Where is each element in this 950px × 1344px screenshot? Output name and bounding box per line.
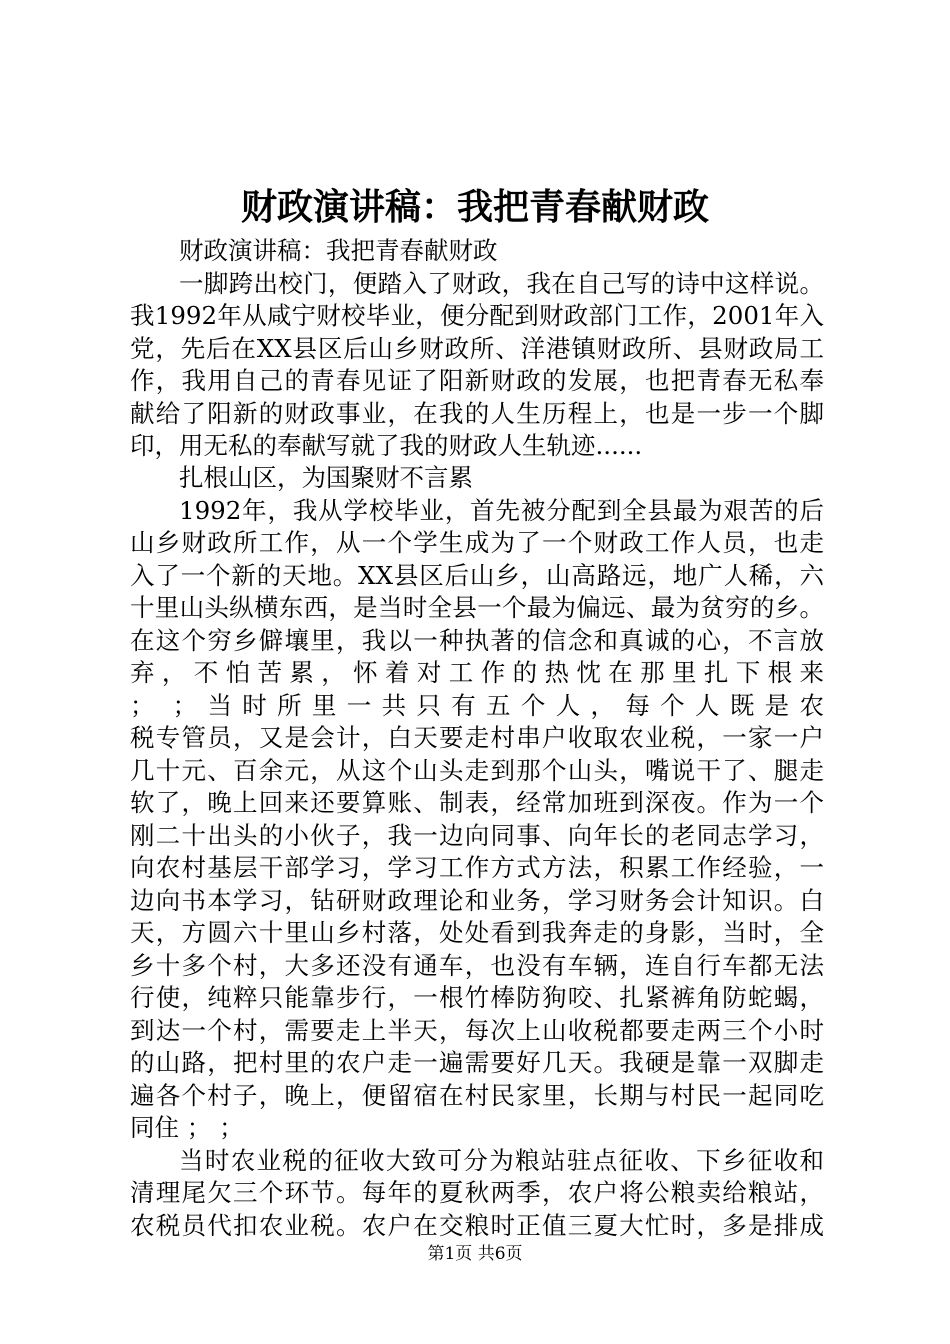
text-line-6: 献给了阳新的财政事业，在我的人生历程上，也是一步一个脚 [130, 399, 824, 428]
text-line-8: 扎根山区，为国聚财不言累 [179, 463, 473, 492]
text-line-2: 一脚跨出校门，便踏入了财政，我在自己写的诗中这样说。 [179, 269, 824, 298]
text-line-25: 到达一个村，需要走上半天，每次上山收税都要走两三个小时 [130, 1016, 824, 1045]
text-line-29: 当时农业税的征收大致可分为粮站驻点征收、下乡征收和 [179, 1146, 824, 1175]
text-line-17: 几十元、百余元，从这个山头走到那个山头，嘴说干了、腿走 [130, 756, 824, 785]
text-line-28: 同住 ； ； [130, 1113, 244, 1142]
text-line-19: 刚二十出头的小伙子，我一边向同事、向年长的老同志学习， [130, 821, 824, 850]
text-line-5: 作，我用自己的青春见证了阳新财政的发展，也把青春无私奉 [130, 366, 824, 395]
text-line-20: 向农村基层干部学习，学习工作方式方法，积累工作经验，一 [130, 853, 824, 882]
text-line-23: 乡十多个村，大多还没有通车，也没有车辆，连自行车都无法 [130, 951, 824, 980]
text-line-18: 软了，晚上回来还要算账、制表，经常加班到深夜。作为一个 [130, 788, 824, 817]
text-line-27: 遍各个村子，晚上，便留宿在村民家里，长期与村民一起同吃 [130, 1081, 824, 1110]
text-line-22: 天，方圆六十里山乡村落，处处看到我奔走的身影，当时，全 [130, 918, 824, 947]
text-line-9: 1992年，我从学校毕业，首先被分配到全县最为艰苦的后 [179, 496, 824, 525]
text-line-15: ； ；当时所里一共只有五个人，每个人既是农 [130, 691, 824, 720]
text-line-13: 在这个穷乡僻壤里，我以一种执著的信念和真诚的心，不言放 [130, 626, 824, 655]
text-line-1: 财政演讲稿：我把青春献财政 [179, 236, 498, 265]
text-line-24: 行使，纯粹只能靠步行，一根竹棒防狗咬、扎紧裤角防蛇蝎， [130, 983, 824, 1012]
text-line-26: 的山路，把村里的农户走一遍需要好几天。我硬是靠一双脚走 [130, 1048, 824, 1077]
text-line-31: 农税员代扣农业税。农户在交粮时正值三夏大忙时，多是排成 [130, 1211, 824, 1240]
text-line-21: 边向书本学习，钻研财政理论和业务，学习财务会计知识。白 [130, 886, 824, 915]
text-line-10: 山乡财政所工作，从一个学生成为了一个财政工作人员，也走 [130, 528, 824, 557]
text-line-12: 十里山头纵横东西，是当时全县一个最为偏远、最为贫穷的乡。 [130, 593, 824, 622]
text-line-7: 印，用无私的奉献写就了我的财政人生轨迹...... [130, 431, 643, 460]
page-title: 财政演讲稿：我把青春献财政 [240, 186, 709, 228]
text-line-14: 弃，不怕苦累，怀着对工作的热忱在那里扎下根来 [130, 658, 824, 687]
text-line-16: 税专管员，又是会计，白天要走村串户收取农业税，一家一户 [130, 723, 824, 752]
page-number: 第1页 共6页 [427, 1244, 523, 1264]
text-line-30: 清理尾欠三个环节。每年的夏秋两季，农户将公粮卖给粮站， [130, 1178, 824, 1207]
text-line-4: 党，先后在XX县区后山乡财政所、洋港镇财政所、县财政局工 [130, 334, 824, 363]
text-line-11: 入了一个新的天地。XX县区后山乡，山高路远，地广人稀，六 [130, 561, 824, 590]
text-line-3: 我1992年从咸宁财校毕业，便分配到财政部门工作，2001年入 [130, 301, 824, 330]
